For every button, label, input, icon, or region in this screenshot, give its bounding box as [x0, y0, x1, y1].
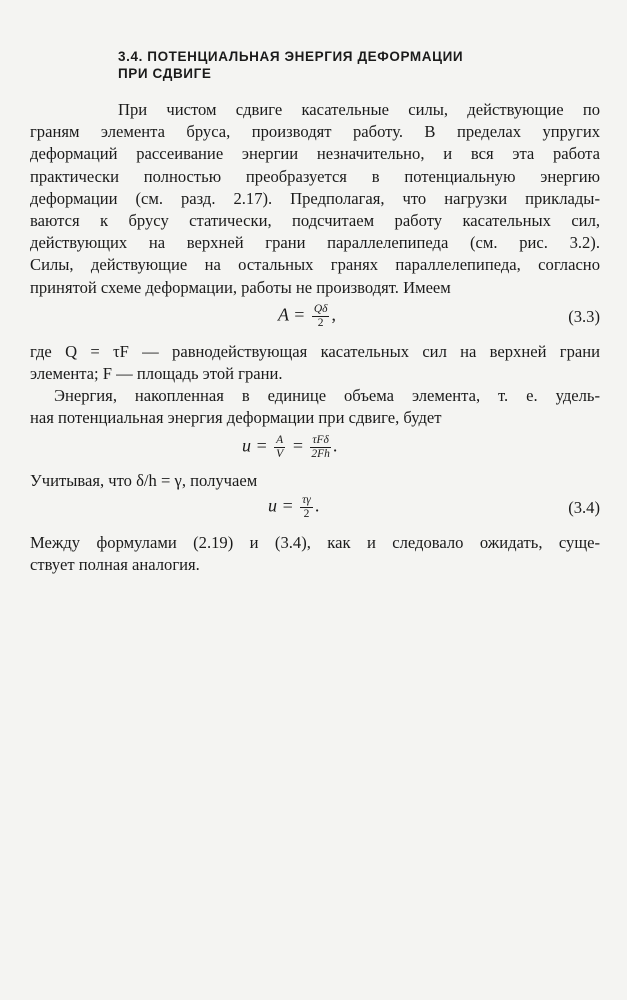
- text-line: ваются к брусу статически, подсчитаем работу касательных сил,: [30, 211, 600, 231]
- text-line: деформации (см. разд. 2.17). Предполагая, что нагрузки приклады-: [30, 188, 600, 208]
- formula-energy-density: [30, 430, 600, 470]
- text-line: деформаций рассеивание энергии незначительно, и вся эта работа: [30, 144, 600, 164]
- text-line: При чистом сдвиге касательные силы, действующие по: [118, 100, 600, 119]
- paragraph-4: [30, 470, 600, 492]
- equation-number: (3.3): [568, 306, 600, 326]
- text-line: действующих на верхней грани параллелепипеда (см. рис. 3.2).: [30, 233, 600, 253]
- formula-body: u = $\frac{A}{V}$ = $\frac{\text{τFδ}}{2Fh}$ .: [242, 433, 338, 460]
- text-line: Силы, действующие на остальных гранях параллелепипеда, согласно: [30, 255, 600, 275]
- paragraph-2: [30, 341, 600, 385]
- formula-3-3: [30, 299, 600, 341]
- text-line: граням элемента бруса, производят работу. В пределах упругих: [30, 122, 600, 142]
- text-line: Между формулами (2.19) и (3.4), как и следовало ожидать, суще-: [30, 532, 600, 552]
- text-line: практически полностью преобразуется в потенциальную энергию: [30, 166, 600, 186]
- fraction: $\frac{\tau\gamma}{2}$: [302, 493, 311, 520]
- text-line: где Q = τF — равнодействующая касательных сил на верхней грани: [30, 341, 600, 361]
- fraction: $\frac{\text{τFδ}}{2Fh}$: [311, 433, 330, 460]
- formula-body: u = $\frac{\tau\gamma}{2}$ .: [268, 493, 320, 520]
- fraction: $\frac{Q\delta}{2}$: [313, 302, 328, 329]
- page: [30, 48, 600, 576]
- equation-number: (3.4): [568, 497, 600, 517]
- heading-line-1: 3.4. ПОТЕНЦИАЛЬНАЯ ЭНЕРГИЯ ДЕФОРМАЦИИ: [118, 49, 464, 64]
- section-heading: [118, 48, 600, 82]
- text-line: элемента; F — площадь этой грани.: [30, 364, 283, 384]
- text-line: принятой схеме деформации, работы не производят. Имеем: [30, 277, 451, 297]
- text-line: Энергия, накопленная в единице объема элемента, т. е. удель-: [54, 386, 600, 406]
- text-line: ствует полная аналогия.: [30, 555, 200, 575]
- paragraph-5: [30, 532, 600, 576]
- paragraph-3: [30, 385, 600, 429]
- text-line: Учитывая, что δ/h = γ, получаем: [30, 470, 258, 490]
- heading-line-2: ПРИ СДВИГЕ: [118, 66, 212, 81]
- fraction: $\frac{A}{V}$: [276, 433, 284, 460]
- paragraph-1: [30, 99, 600, 299]
- text-line: ная потенциальная энергия деформации при сдвиге, будет: [30, 408, 442, 428]
- formula-3-4: [30, 492, 600, 532]
- formula-body: A = $\frac{Q\delta}{2}$ ,: [278, 302, 336, 329]
